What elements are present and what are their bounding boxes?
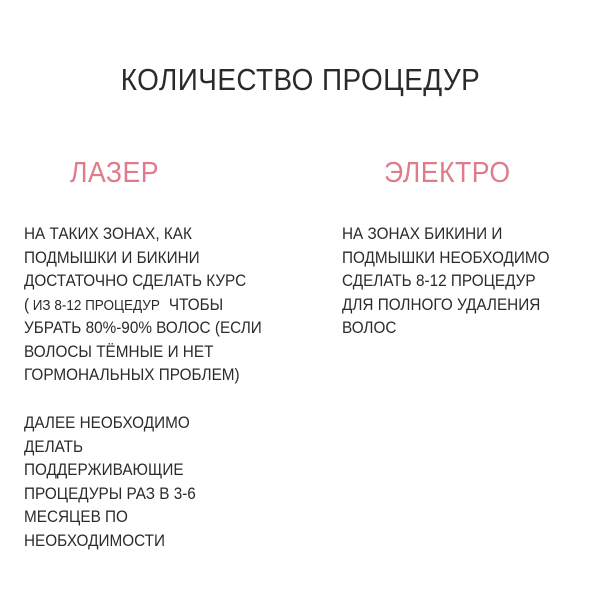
text-line: НЕОБХОДИМОСТИ bbox=[24, 530, 166, 550]
text-line: УБРАТЬ 80%-90% ВОЛОС (ЕСЛИ bbox=[24, 318, 262, 337]
electro-heading: ЭЛЕКТРО bbox=[384, 157, 511, 189]
text-line: ВОЛОСЫ ТЁМНЫЕ И НЕТ bbox=[24, 341, 214, 361]
procedure-count-note: ИЗ 8-12 ПРОЦЕДУР bbox=[32, 296, 160, 314]
page-title: КОЛИЧЕСТВО ПРОЦЕДУР bbox=[120, 62, 481, 97]
text-line: ДАЛЕЕ НЕОБХОДИМО bbox=[24, 413, 190, 432]
text-line: ДОСТАТОЧНО СДЕЛАТЬ КУРС bbox=[24, 271, 247, 290]
text-line bbox=[24, 293, 262, 317]
text-line: ПОДДЕРЖИВАЮЩИЕ bbox=[24, 460, 184, 479]
text-line: НА ТАКИХ ЗОНАХ, КАК bbox=[24, 224, 192, 243]
text-line: ДЛЯ ПОЛНОГО УДАЛЕНИЯ bbox=[342, 294, 541, 314]
bracket-text: ( bbox=[24, 294, 30, 314]
text-line: МЕСЯЦЕВ ПО bbox=[24, 507, 128, 526]
text-fragment: ЧТОБЫ bbox=[168, 294, 224, 314]
laser-heading: ЛАЗЕР bbox=[70, 157, 160, 189]
laser-paragraph-1 bbox=[24, 222, 262, 387]
text-line: ПОДМЫШКИ НЕОБХОДИМО bbox=[342, 247, 550, 267]
text-line: ПОДМЫШКИ И БИКИНИ bbox=[24, 247, 200, 267]
text-line: СДЕЛАТЬ 8-12 ПРОЦЕДУР bbox=[342, 271, 536, 290]
text-line: ВОЛОС bbox=[342, 318, 397, 337]
text-line: ГОРМОНАЛЬНЫХ ПРОБЛЕМ) bbox=[24, 365, 240, 384]
text-line: НА ЗОНАХ БИКИНИ И bbox=[342, 224, 503, 243]
laser-paragraph-2 bbox=[24, 411, 196, 552]
text-line: ПРОЦЕДУРЫ РАЗ В 3-6 bbox=[24, 483, 196, 503]
text-line: ДЕЛАТЬ bbox=[24, 436, 84, 456]
electro-paragraph bbox=[342, 222, 550, 340]
